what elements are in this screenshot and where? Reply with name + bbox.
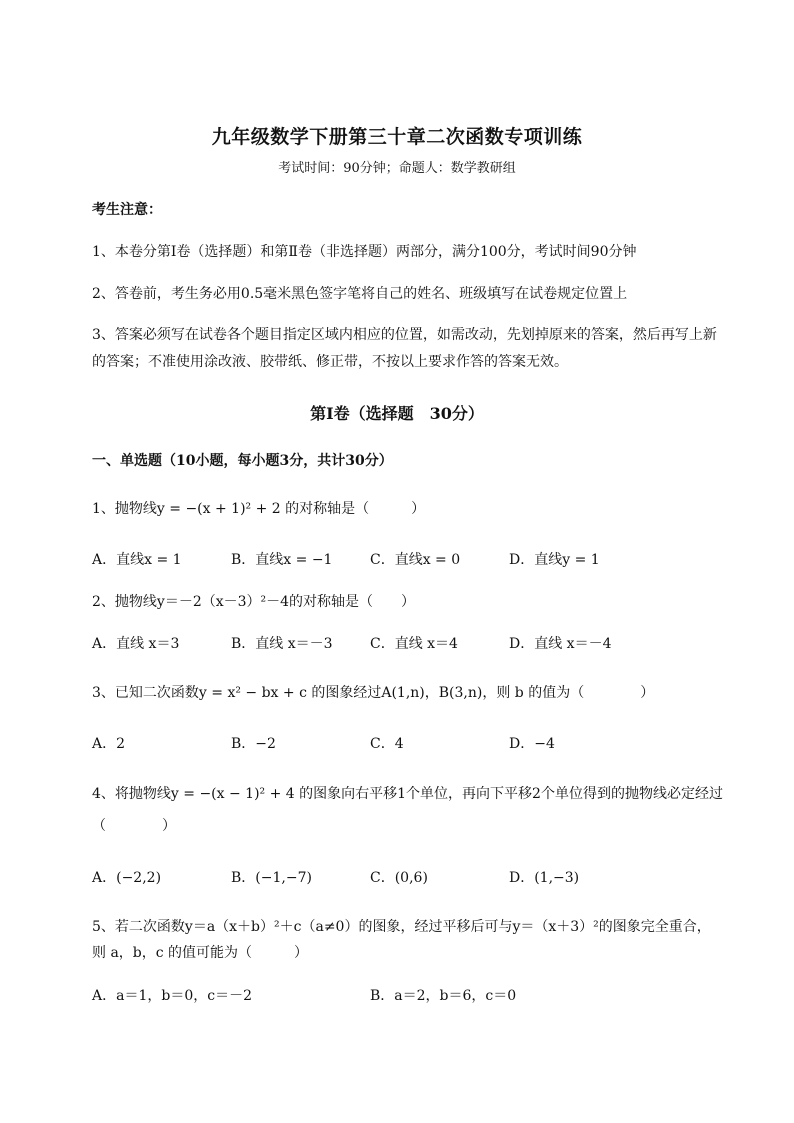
question-2-option-a[interactable]: A．直线 x＝3 [92,636,180,652]
exam-title: 九年级数学下册第三十章二次函数专项训练 [211,126,583,148]
question-2-option-b[interactable]: B．直线 x＝－3 [231,636,333,652]
notice-item-1: 1、本卷分第I卷（选择题）和第Ⅱ卷（非选择题）两部分，满分100分，考试时间90分钟 [92,244,637,260]
notice-heading: 考生注意： [92,202,162,218]
notice-item-3: 3、答案必须写在试卷各个题目指定区域内相应的位置，如需改动，先划掉原来的答案，然后再写上新 [92,327,717,343]
question-2-option-d[interactable]: D．直线 x＝－4 [509,636,612,652]
question-4-stem: 4、将抛物线y = −(x − 1)² + 4 的图象向右平移1个单位，再向下平移2个单位得到的抛物线必定经过 [92,786,723,802]
question-3-option-c[interactable]: C．4 [370,736,404,752]
notice-item-3-cont: 的答案；不准使用涂改液、胶带纸、修正带，不按以上要求作答的答案无效。 [92,354,568,370]
question-4-stem-cont: （ ） [92,818,176,834]
part-heading: 一、单选题（10小题，每小题3分，共计30分） [92,453,393,469]
question-3-stem: 3、已知二次函数y = x² − bx + c 的图象经过A(1,n)，B(3,n)，则 b 的值为（ ） [92,685,655,701]
question-1-stem: 1、抛物线y = −(x + 1)² + 2 的对称轴是（ ） [92,501,426,517]
section-title: 第I卷（选择题 30分） [310,404,484,423]
question-5-option-a[interactable]: A．a＝1，b＝0，c＝－2 [92,988,252,1004]
question-4-option-c[interactable]: C．(0,6) [370,870,428,886]
question-1-option-c[interactable]: C．直线x = 0 [370,552,461,568]
exam-subtitle: 考试时间：90分钟；命题人：数学教研组 [278,161,516,176]
question-3-option-b[interactable]: B．−2 [231,736,276,752]
question-1-option-d[interactable]: D．直线y = 1 [509,552,600,568]
question-5-stem: 5、若二次函数y＝a（x＋b）²＋c（a≠0）的图象，经过平移后可与y＝（x＋3）²的图象完全重合， [92,919,711,935]
notice-item-2: 2、答卷前，考生务必用0.5毫米黑色签字笔将自己的姓名、班级填写在试卷规定位置上 [92,286,628,302]
question-5-stem-cont: 则 a，b，c 的值可能为（ ） [92,945,309,961]
question-5-option-b[interactable]: B．a＝2，b＝6，c＝0 [370,988,517,1004]
question-2-stem: 2、抛物线y＝－2（x－3）²－4的对称轴是（ ） [92,594,416,610]
question-3-option-d[interactable]: D．−4 [509,736,555,752]
question-3-option-a[interactable]: A．2 [92,736,126,752]
question-4-option-a[interactable]: A．(−2,2) [92,870,162,886]
question-2-option-c[interactable]: C．直线 x＝4 [370,636,458,652]
question-4-option-d[interactable]: D．(1,−3) [509,870,580,886]
question-1-option-a[interactable]: A．直线x = 1 [92,552,182,568]
question-1-option-b[interactable]: B．直线x = −1 [231,552,333,568]
question-4-option-b[interactable]: B．(−1,−7) [231,870,312,886]
